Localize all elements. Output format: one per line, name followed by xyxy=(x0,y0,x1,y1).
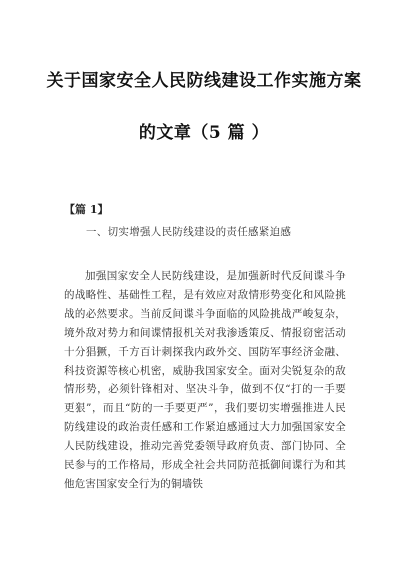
body-paragraph: 加强国家安全人民防线建设，是加强新时代反间谍斗争的战略性、基础性工程，是有效应对敌情形势变化和风险挑战的必然要求。当前反间谍斗争面临的风险挑战严峻复杂，境外敌对势力和间谍情报机关对我渗透策反、情报窃密活动十分猖獗，千方百计刺探我内政外交、国防军事经济金融、科技资源等核心机密，威胁我国家安全。面对尖锐复杂的敌情形势，必须针锋相对、坚决斗争，做到不仅“打的一手要更狠”，而且“防的一手要更严”，我们要切实增强推进人民防线建设的政治责任感和工作紧迫感通过大力加强国家安全人民防线建设，推动完善党委领导政府负责、部门协同、全民参与的工作格局，形成全社会共同防范抵御间谍行为和其他危害国家安全行为的铜墙铁 xyxy=(64,270,346,490)
document-title: 关于国家安全人民防线建设工作实施方案 xyxy=(46,71,362,91)
document-title-continued: 的文章（5 篇 ） xyxy=(138,123,270,143)
section-heading: 一、切实增强人民防线建设的责任感紧迫感 xyxy=(86,226,292,238)
section-tag: 【篇 1】 xyxy=(64,203,109,216)
